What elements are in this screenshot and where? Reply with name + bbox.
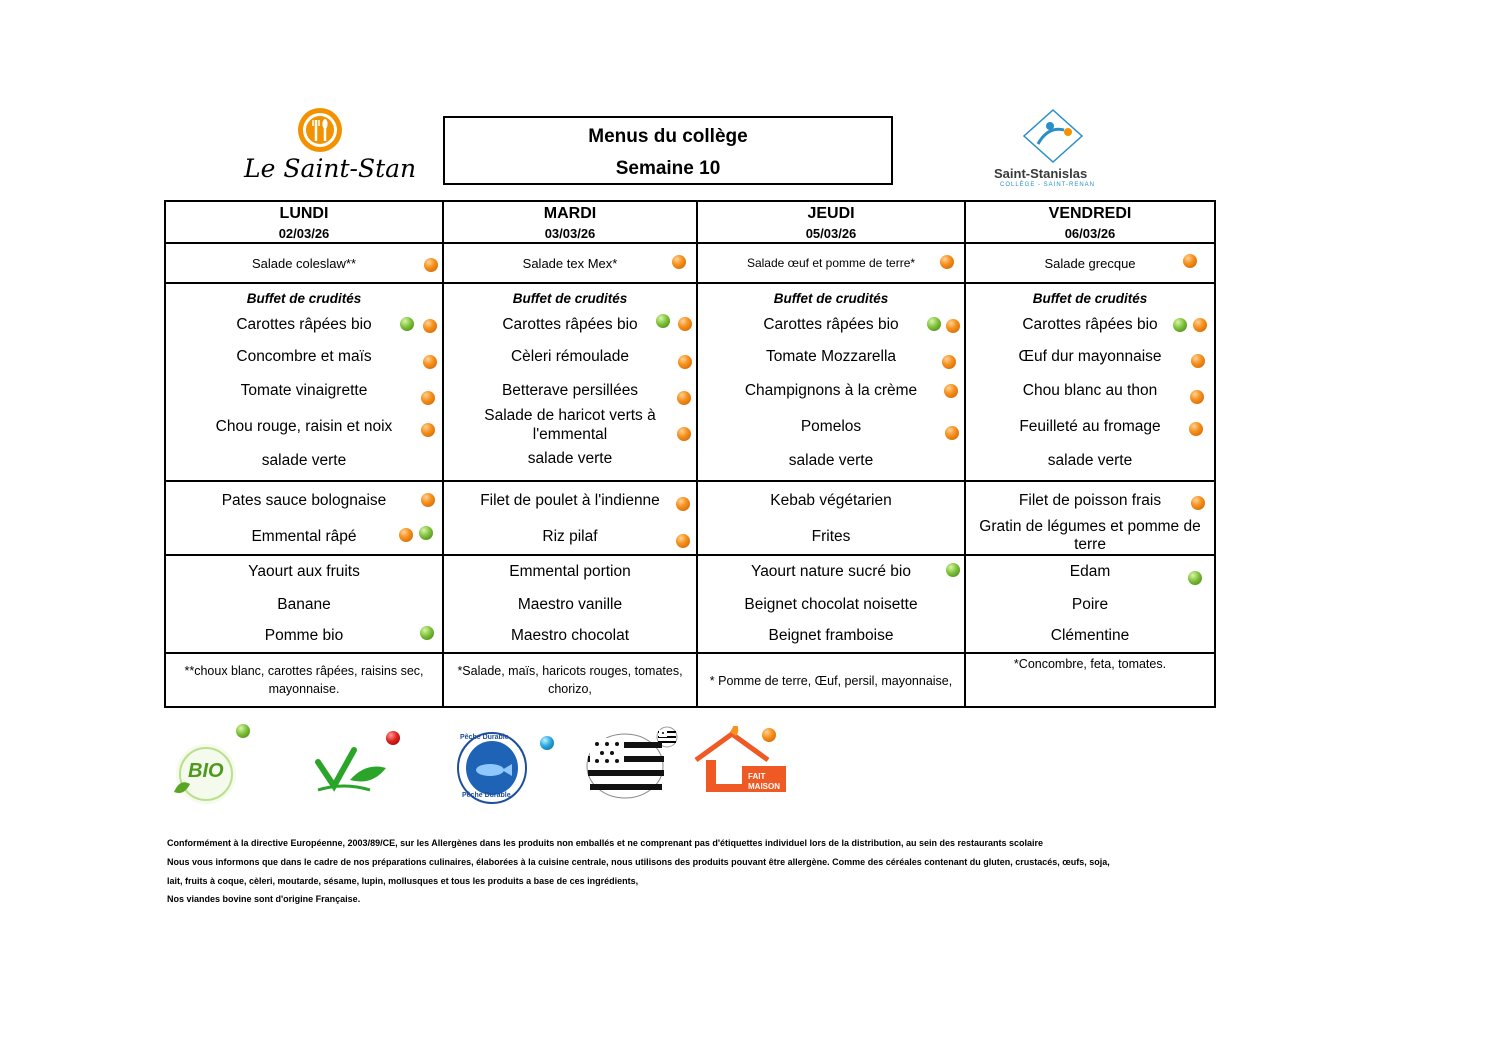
dessert-item: Clémentine <box>1050 627 1130 644</box>
day-header-mardi <box>443 201 697 243</box>
orange-dot-icon <box>423 319 437 333</box>
days-header-row <box>165 201 1215 243</box>
main-item: Filet de poisson frais <box>1018 492 1162 509</box>
dessert-item: Maestro vanille <box>517 596 623 613</box>
buffet-item: Pomelos <box>800 418 862 435</box>
saint-stan-logo <box>240 104 417 188</box>
orange-dot-icon <box>421 493 435 507</box>
buffet-row <box>165 283 1215 481</box>
dessert-item: Emmental portion <box>509 563 631 580</box>
buffet-title: Buffet de crudités <box>512 291 628 306</box>
orange-dot-icon <box>1191 496 1205 510</box>
orange-dot-icon <box>676 534 690 548</box>
green-dot-icon <box>656 314 670 328</box>
week-label: Semaine 10 <box>615 158 721 179</box>
notes-row <box>165 653 1215 707</box>
orange-dot-icon <box>676 497 690 511</box>
dessert-item: Yaourt aux fruits <box>248 563 360 580</box>
main-course-row <box>165 481 1215 555</box>
note-text: *Salade, maïs, haricots rouges, tomates, chorizo, <box>457 664 683 696</box>
title-box <box>443 116 893 185</box>
buffet-title: Buffet de crudités <box>246 291 362 306</box>
starter-cell <box>697 243 965 283</box>
dessert-item: Beignet framboise <box>768 627 894 644</box>
main-item: Filet de poulet à l'indienne <box>480 492 660 509</box>
main-item: Riz pilaf <box>542 528 598 545</box>
main-item: Gratin de légumes et pomme de terre <box>979 518 1201 553</box>
starter-cell <box>965 243 1215 283</box>
orange-dot-icon <box>678 355 692 369</box>
starter-item: Salade grecque <box>1044 256 1136 271</box>
buffet-item: Œuf dur mayonnaise <box>1018 348 1162 365</box>
orange-dot-icon <box>1189 422 1203 436</box>
green-dot-icon <box>927 317 941 331</box>
starter-cell <box>165 243 443 283</box>
fait-label: FAIT <box>748 772 766 781</box>
day-date: 03/03/26 <box>544 226 596 241</box>
green-dot-icon <box>1173 318 1187 332</box>
day-header-jeudi <box>697 201 965 243</box>
orange-dot-icon <box>678 317 692 331</box>
note-cell <box>165 653 443 707</box>
buffet-item: Tomate Mozzarella <box>765 348 897 365</box>
starter-cell <box>443 243 697 283</box>
beef-origin-notice: Nos viandes bovine sont d'origine Française. <box>167 894 361 904</box>
vegetarian-logo-icon <box>314 742 392 796</box>
dessert-item: Edam <box>1069 563 1111 580</box>
buffet-cell <box>443 283 697 481</box>
starter-item: Salade œuf et pomme de terre* <box>746 256 916 270</box>
orange-dot-icon <box>942 355 956 369</box>
note-cell <box>965 653 1215 707</box>
green-dot-icon <box>1188 571 1202 585</box>
main-cell <box>443 481 697 555</box>
allergen-notice-line-2: Nous vous informons que dans le cadre de nos préparations culinaires, élaborées à la cuisine centrale, nous utilisons des produits pouvant être allergène. Comme des céréales contenant du gluten, crustacés, œufs, soja, <box>167 857 1110 867</box>
orange-dot-icon <box>399 528 413 542</box>
buffet-item: Carottes râpées bio <box>236 316 372 333</box>
orange-dot-icon <box>421 391 435 405</box>
day-header-vendredi <box>965 201 1215 243</box>
buffet-cell <box>965 283 1215 481</box>
buffet-item: Carottes râpées bio <box>502 316 638 333</box>
menu-table <box>164 200 1216 708</box>
orange-dot-icon <box>424 258 438 272</box>
buffet-item: Betterave persillées <box>501 382 639 399</box>
dessert-row <box>165 555 1215 653</box>
orange-dot-icon <box>1183 254 1197 268</box>
starter-item: Salade coleslaw** <box>251 256 357 271</box>
page-title: Menus du collège <box>588 126 748 147</box>
dessert-item: Poire <box>1071 596 1109 613</box>
breton-flag-icon <box>584 732 666 800</box>
orange-dot-icon <box>946 319 960 333</box>
green-dot-icon <box>400 317 414 331</box>
buffet-item: salade verte <box>527 450 613 467</box>
legend-fait-maison <box>692 722 792 798</box>
starter-item: Salade tex Mex* <box>522 256 618 271</box>
main-item: Pates sauce bolognaise <box>221 492 387 509</box>
day-date: 02/03/26 <box>278 226 330 241</box>
legend-vegetarian <box>314 728 410 798</box>
day-name: VENDREDI <box>1048 205 1132 222</box>
day-name: LUNDI <box>279 205 329 222</box>
day-date: 06/03/26 <box>1064 226 1116 241</box>
legend-peche-durable <box>452 730 562 810</box>
dessert-cell <box>443 555 697 653</box>
orange-dot-icon <box>1190 390 1204 404</box>
saint-stanislas-logo <box>990 108 1120 192</box>
maison-label: MAISON <box>748 782 780 791</box>
note-cell <box>697 653 965 707</box>
legend-bio <box>166 722 256 814</box>
dessert-item: Maestro chocolat <box>510 627 630 644</box>
buffet-item: Feuilleté au fromage <box>1019 418 1161 435</box>
orange-dot-icon <box>944 384 958 398</box>
logo-left-text: Le Saint-Stan <box>244 154 417 183</box>
allergen-notice-line-3: lait, fruits à coque, cèleri, moutarde, sésame, lupin, mollusques et tous les produits a base de ces ingrédients, <box>167 876 639 886</box>
orange-dot-icon <box>677 391 691 405</box>
note-text: **choux blanc, carottes râpées, raisins sec, mayonnaise. <box>184 664 424 696</box>
buffet-item: Carottes râpées bio <box>763 316 899 333</box>
orange-dot-icon <box>672 255 686 269</box>
orange-dot-icon <box>423 355 437 369</box>
note-cell <box>443 653 697 707</box>
dessert-item: Yaourt nature sucré bio <box>751 563 911 580</box>
dessert-cell <box>965 555 1215 653</box>
green-dot-icon <box>236 724 250 738</box>
peche-durable-bottom-label: Pêche Durable <box>462 792 511 799</box>
dessert-cell <box>697 555 965 653</box>
peche-durable-top-label: Pêche Durable <box>460 734 509 741</box>
orange-dot-icon <box>677 427 691 441</box>
orange-dot-icon <box>945 426 959 440</box>
orange-dot-icon <box>1193 318 1207 332</box>
orange-dot-icon <box>940 255 954 269</box>
main-cell <box>165 481 443 555</box>
buffet-cell <box>165 283 443 481</box>
dessert-item: Pomme bio <box>264 627 344 644</box>
buffet-item: Salade de haricot verts à l'emmental <box>484 407 656 443</box>
main-cell <box>965 481 1215 555</box>
buffet-item: salade verte <box>788 452 874 469</box>
buffet-title: Buffet de crudités <box>1032 291 1148 306</box>
dessert-item: Banane <box>277 596 331 613</box>
note-text: *Concombre, feta, tomates. <box>1013 657 1167 671</box>
buffet-item: salade verte <box>261 452 347 469</box>
buffet-item: Cèleri rémoulade <box>510 348 630 365</box>
day-date: 05/03/26 <box>805 226 857 241</box>
buffet-item: Tomate vinaigrette <box>240 382 368 399</box>
main-item: Kebab végétarien <box>770 492 892 509</box>
buffet-item: Champignons à la crème <box>744 382 918 399</box>
buffet-title: Buffet de crudités <box>773 291 889 306</box>
legend-breizh <box>578 724 684 804</box>
logo-right-text: Saint-Stanislas <box>994 166 1088 181</box>
buffet-item: Chou blanc au thon <box>1022 382 1158 399</box>
orange-dot-icon <box>421 423 435 437</box>
dessert-cell <box>165 555 443 653</box>
main-item: Frites <box>811 528 851 545</box>
green-dot-icon <box>946 563 960 577</box>
buffet-item: salade verte <box>1047 452 1133 469</box>
logo-right-subtext: COLLÈGE - SAINT-RENAN <box>1000 182 1096 188</box>
green-dot-icon <box>420 626 434 640</box>
buffet-item: Chou rouge, raisin et noix <box>215 418 393 435</box>
dessert-item: Beignet chocolat noisette <box>744 596 918 613</box>
buffet-item: Carottes râpées bio <box>1022 316 1158 333</box>
starter-row <box>165 243 1215 283</box>
main-item: Emmental râpé <box>251 528 357 545</box>
day-name: JEUDI <box>807 205 855 222</box>
green-dot-icon <box>419 526 433 540</box>
orange-dot-icon <box>1191 354 1205 368</box>
note-text: * Pomme de terre, Œuf, persil, mayonnaise, <box>709 674 953 688</box>
day-header-lundi <box>165 201 443 243</box>
allergen-notice-line-1: Conformément à la directive Européenne, 2003/89/CE, sur les Allergènes dans les produits non emballés et ne comprenant pas d'étiquettes individuel lors de la distribution, au sein des restaurants scolaire <box>167 838 1044 848</box>
buffet-item: Concombre et maïs <box>236 348 372 365</box>
day-name: MARDI <box>543 205 597 222</box>
buffet-cell <box>697 283 965 481</box>
main-cell <box>697 481 965 555</box>
bio-label: BIO <box>188 760 224 782</box>
